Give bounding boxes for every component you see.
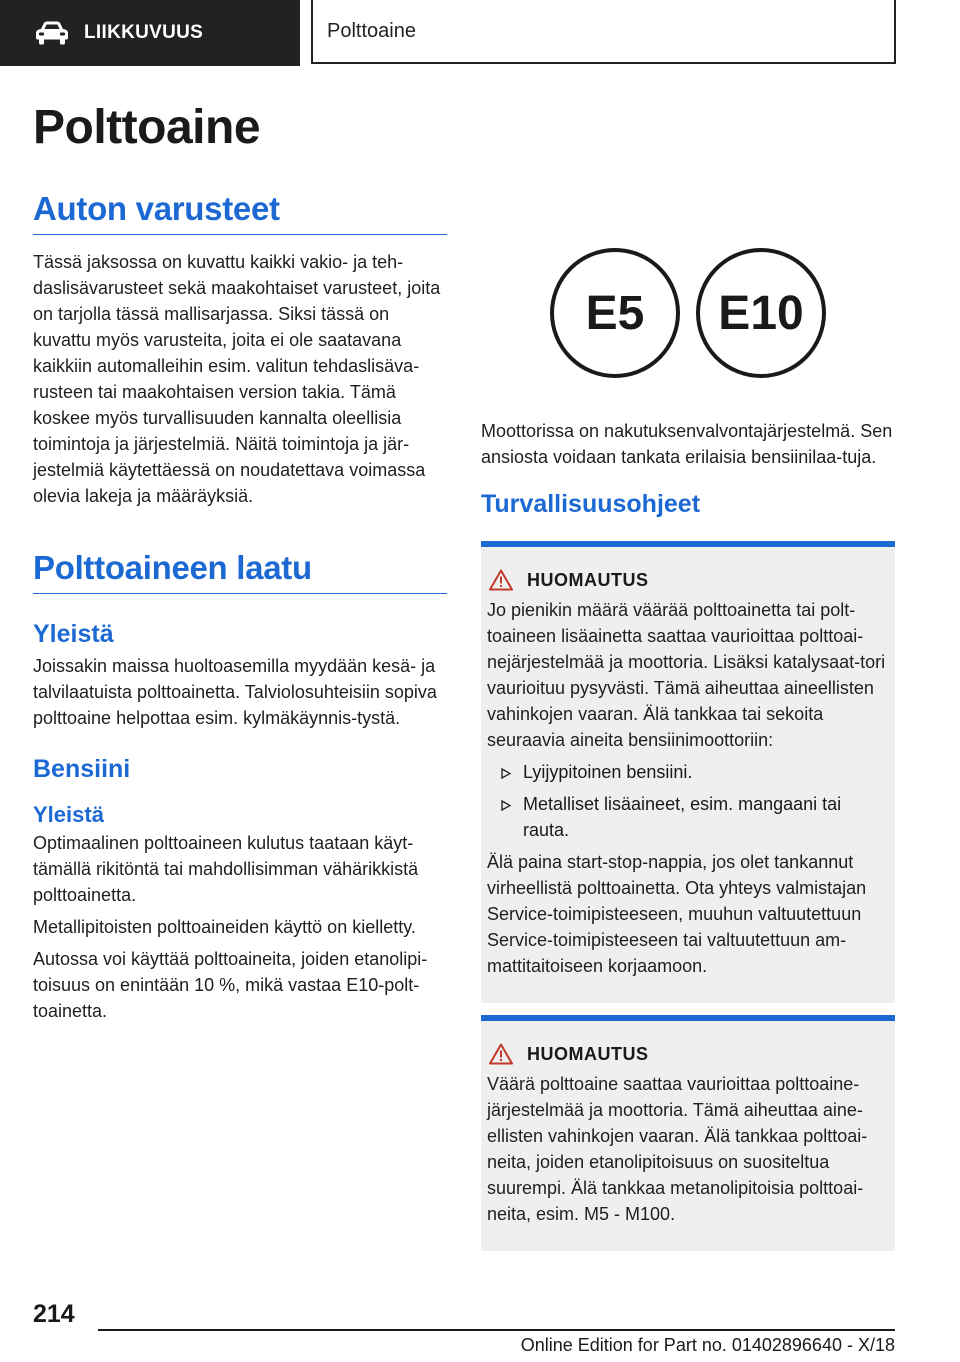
section-tab — [311, 0, 896, 64]
page-number: 214 — [33, 1300, 75, 1328]
fuel-badge-e5: E5 — [550, 248, 680, 378]
notice-title: HUOMAUTUS — [527, 1043, 649, 1064]
list-item-text: Lyijypitoinen bensiini. — [523, 762, 693, 782]
list-item — [487, 759, 887, 785]
notice-header — [487, 569, 887, 591]
fuel-label-illustration — [481, 248, 895, 378]
general-heading: Yleistä — [33, 620, 114, 648]
bullet-triangle-icon — [487, 759, 523, 785]
list-item-text: Metalliset lisäaineet, esim. mangaani tai rauta. — [523, 794, 842, 840]
edition-note: Online Edition for Part no. 01402896640 - X/18 — [520, 1335, 895, 1355]
notice-box — [481, 541, 895, 1003]
section-label: Polttoaine — [327, 19, 416, 42]
chapter-tab[interactable] — [0, 0, 300, 66]
petrol-heading: Bensiini — [33, 755, 131, 783]
right-column — [481, 230, 895, 1251]
petrol-paragraph-1: Optimaalinen polttoaineen kulutus taataan käyt-tämällä rikitöntä tai mahdollisimman vähärikkistä polttoainetta. — [33, 833, 419, 905]
chapter-label: LIIKKUVUUS — [84, 22, 204, 43]
left-column — [33, 190, 447, 1024]
equipment-heading: Auton varusteet — [33, 190, 447, 235]
petrol-paragraph-3: Autossa voi käyttää polttoaineita, joiden etanolipi-toisuus on enintään 10 %, mikä vastaa E10-polt-toainetta. — [33, 949, 428, 1021]
safety-heading: Turvallisuusohjeet — [481, 490, 701, 518]
notice-header — [487, 1043, 887, 1065]
page-title: Polttoaine — [33, 101, 261, 154]
fuel-quality-heading: Polttoaineen laatu — [33, 549, 447, 594]
notice-box — [481, 1015, 895, 1251]
petrol-paragraph-2: Metallipitoisten polttoaineiden käyttö on kielletty. — [33, 917, 416, 937]
notice-title: HUOMAUTUS — [527, 569, 649, 590]
bullet-triangle-icon — [487, 791, 523, 843]
warning-icon — [489, 1043, 513, 1065]
equipment-text: Tässä jaksossa on kuvattu kaikki vakio- ja teh-daslisävarusteet sekä maakohtaiset varusteet, joita on tarjolla tässä mallisarjassa. Siksi tässä on kuvattu myös varusteita, joita ei ole saatavana kaikkiin automalleihin esim. valitun tehdaslisäva-rusteen tai maakohtaisen version takia. Tämä koskee myös turvallisuuden kannalta oleellisia toimintoja ja järjestelmiä. Näitä toimintoja ja jär-jestelmiä käytettäessä on noudatettava voimassa olevia lakeja ja määräyksiä. — [33, 252, 441, 506]
footer-divider — [98, 1329, 895, 1331]
notice-after-text: Älä paina start-stop-nappia, jos olet tankannut virheellistä polttoainetta. Ota yhteys valmistajan Service-toimipisteeseen, muuhun valtuutettuun Service-toimipisteeseen tai valtuutettuun am-mattitaitoiseen korjaamoon. — [487, 852, 867, 976]
notice-text: Väärä polttoaine saattaa vaurioittaa polttoaine-järjestelmää ja moottoria. Tämä aiheuttaa aine-ellisten vahinkojen vaaran. Älä tankkaa polttoai-neita, joiden etanolipitoisuus on suositeltua suurempi. Älä tankkaa metanolipitoisia polttoai-neita, esim. M5 - M100. — [487, 1074, 868, 1224]
warning-icon — [489, 569, 513, 591]
list-item — [487, 791, 887, 843]
engine-text: Moottorissa on nakutuksenvalvontajärjestelmä. Sen ansiosta voidaan tankata erilaisia bensiinilaa-tuja. — [481, 421, 893, 467]
general-text: Joissakin maissa huoltoasemilla myydään kesä- ja talvilaatuista polttoainetta. Talviolosuhteisiin sopiva polttoaine helpottaa esim. kylmäkäynnis-tystä. — [33, 656, 437, 728]
page-header — [0, 0, 960, 66]
notice-text: Jo pienikin määrä väärää polttoainetta tai polt-toaineen lisäainetta saattaa vaurioittaa polttoai-nejärjestelmää ja moottoria. Lisäksi katalysaat-tori vaurioituu pysyvästi. Tämä aiheuttaa aineellisten vahinkojen vaaran. Älä tankkaa tai sekoita seuraavia aineita bensiinimoottoriin: — [487, 600, 886, 750]
petrol-general-heading: Yleistä — [33, 802, 104, 827]
fuel-badge-e10: E10 — [696, 248, 826, 378]
notice-bullet-list — [487, 759, 887, 843]
car-icon — [34, 20, 70, 46]
